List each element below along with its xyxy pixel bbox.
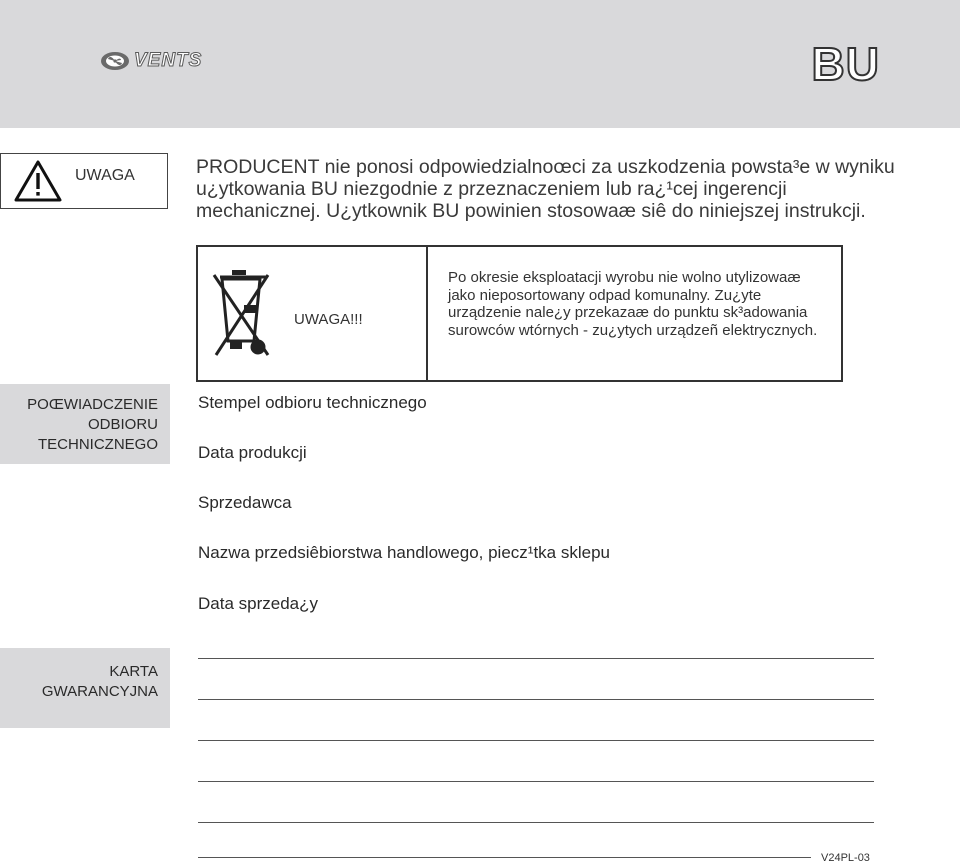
crossed-bin-icon (212, 267, 274, 359)
production-date-label: Data produkcji (198, 443, 307, 462)
warranty-write-line (198, 658, 874, 659)
divider (426, 247, 428, 380)
model-badge: BU (811, 38, 880, 90)
warning-text: PRODUCENT nie ponosi odpowiedzialnoœci za uszkodzenia powsta³e w wyniku u¿ytkowania BU niezgodnie z przeznaczeniem lub ra¿¹cej ingerencji mechanicznej. U¿ytkownik BU powinien stosowaæ siê do niniejszej instrukcji. (196, 156, 895, 222)
warranty-write-line (198, 822, 874, 823)
warranty-write-line (198, 781, 874, 782)
header-bar (0, 0, 960, 128)
warranty-write-line (198, 740, 874, 741)
disposal-warning-label: UWAGA!!! (294, 311, 363, 328)
disposal-text: Po okresie eksploatacji wyrobu nie wolno utylizowaæ jako nieposortowany odpad komunalny. Zu¿yte urządzenie nale¿y przekazaæ do punktu sk³adowania surowców wtórnych - zu¿ytych urządzeñ elektrycznych. (448, 269, 818, 339)
seller-label: Sprzedawca (198, 493, 292, 512)
disposal-notice-box (196, 245, 843, 382)
warning-triangle-icon (13, 159, 63, 203)
sale-date-label: Data sprzeda¿y (198, 594, 318, 613)
warranty-section-label: KARTA GWARANCYJNA (0, 648, 170, 728)
fan-logo-icon (100, 50, 130, 72)
warranty-write-line (198, 699, 874, 700)
brand-logo (100, 50, 202, 72)
stamp-field-label: Stempel odbioru technicznego (198, 393, 427, 412)
acceptance-section-label: POŒWIADCZENIE ODBIORU TECHNICZNEGO (0, 384, 170, 464)
shop-name-label: Nazwa przedsiêbiorstwa handlowego, piecz¹tka sklepu (198, 543, 610, 562)
brand-logo-text: VENTS (134, 50, 203, 71)
warning-label: UWAGA (75, 167, 135, 184)
footer-line (198, 857, 811, 858)
document-version: V24PL-03 (821, 852, 870, 864)
warning-box (0, 153, 168, 209)
